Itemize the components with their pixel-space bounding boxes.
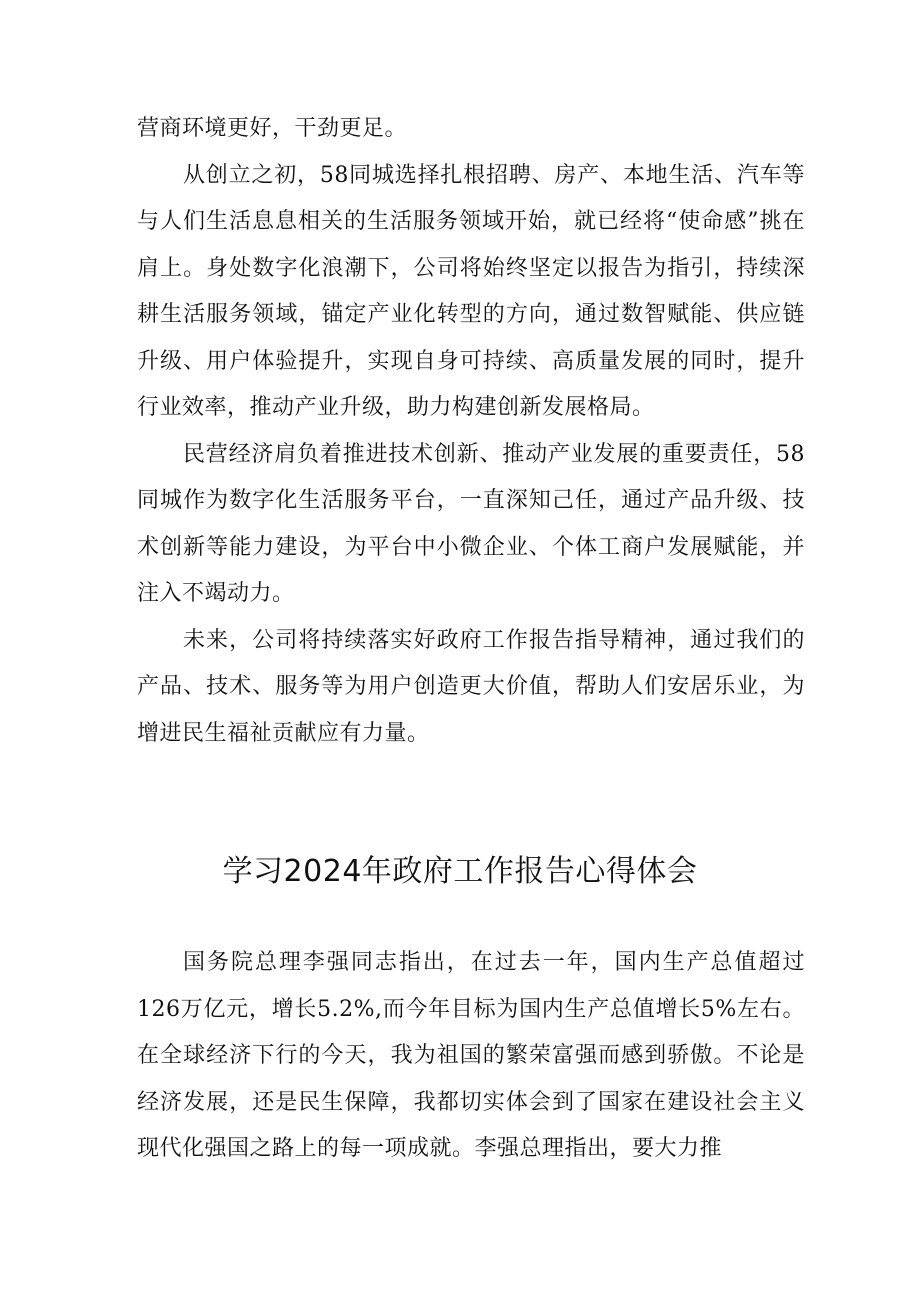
previous-article-body [137,106,805,757]
paragraph-1: 从创立之初，58同城选择扎根招聘、房产、本地生活、汽车等与人们生活息息相关的生活服务领域开始，就已经将“使命感”挑在肩上。身处数字化浪潮下，公司将始终坚定以报告为指引，持续深耕生活服务领域，锚定产业化转型的方向，通过数智赋能、供应链升级、用户体验提升，实现自身可持续、高质量发展的同时，提升行业效率，推动产业升级，助力构建创新发展格局。 [137,162,805,420]
paragraph-0: 营商环境更好，干劲更足。 [137,116,408,141]
paragraph-2: 民营经济肩负着推进技术创新、推动产业发展的重要责任，58同城作为数字化生活服务平台，一直深知己任，通过产品升级、技术创新等能力建设，为平台中小微企业、个体工商户发展赋能，并注入不竭动力。 [137,441,805,606]
article-title: 学习2024年政府工作报告心得体会 [222,854,698,889]
article-paragraph-0: 国务院总理李强同志指出，在过去一年，国内生产总值超过126万亿元，增长5.2%,而今年目标为国内生产总值增长5%左右。在全球经济下行的今天，我为祖国的繁荣富强而感到骄傲。不论是经济发展，还是民生保障，我都切实体会到了国家在建设社会主义现代化强国之路上的每一项成就。李强总理指出，要大力推 [137,950,805,1161]
paragraph-3: 未来，公司将持续落实好政府工作报告指导精神，通过我们的产品、技术、服务等为用户创造更大价值，帮助人们安居乐业，为增进民生福祉贡献应有力量。 [137,627,805,746]
article-body [137,940,805,1173]
